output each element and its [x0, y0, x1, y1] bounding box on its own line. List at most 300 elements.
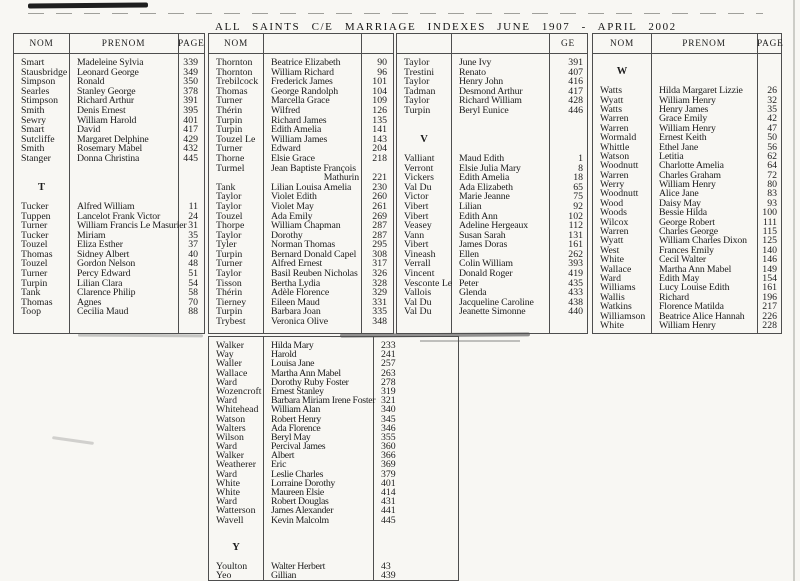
- surname-cell: Turpin: [216, 248, 243, 260]
- index-row: [209, 571, 458, 580]
- forename-cell: Lucy Louise Edith: [659, 282, 730, 294]
- forename-cell: Richard Arthur: [77, 95, 134, 107]
- surname-cell: Touzel: [21, 258, 48, 270]
- column-header: NOM: [609, 38, 635, 49]
- page-number-cell: 104: [372, 85, 387, 97]
- surname-cell: Toop: [21, 306, 41, 318]
- forename-cell: Henry James: [659, 103, 709, 115]
- surname-cell: Smith: [21, 104, 45, 116]
- page-number-cell: 140: [762, 244, 777, 256]
- section-letter-row: [593, 67, 781, 76]
- surname-cell: Turner: [216, 95, 243, 107]
- index-row: [14, 154, 204, 164]
- page-number-cell: 262: [568, 248, 583, 260]
- surname-cell: Watterson: [216, 505, 256, 517]
- surname-cell: Touzel: [21, 239, 48, 251]
- index-table-w-continued-y: [208, 336, 459, 581]
- column-header: PRENOM: [101, 38, 146, 49]
- page-number-cell: 441: [381, 505, 396, 517]
- surname-cell: Warren: [600, 113, 629, 125]
- surname-cell: Watson: [216, 413, 246, 425]
- forename-cell: William Francis Le Masurier: [77, 220, 187, 232]
- forename-cell: Albert: [271, 450, 295, 462]
- page-number-cell: 37: [188, 239, 198, 251]
- surname-cell: Val Du: [404, 306, 432, 318]
- section-letter-row: [397, 135, 587, 145]
- surname-cell: Vesconte Le: [404, 277, 453, 289]
- page-number-cell: 143: [372, 133, 387, 145]
- forename-cell: William Henry: [659, 122, 716, 134]
- forename-cell: Edith Amelia: [459, 172, 510, 184]
- forename-cell: William Harold: [77, 114, 137, 126]
- forename-cell: Leonard George: [77, 66, 139, 78]
- page-number-cell: 328: [372, 277, 387, 289]
- surname-cell: Verrall: [404, 258, 431, 270]
- surname-cell: Trybest: [216, 316, 246, 328]
- surname-cell: Turpin: [216, 114, 243, 126]
- page-number-cell: 149: [762, 263, 777, 275]
- column-header: PAGE: [178, 38, 205, 49]
- forename-cell: Marcella Grace: [271, 95, 330, 107]
- forename-cell: Elsie Grace: [271, 152, 315, 164]
- forename-cell: Martha Ann Mabel: [659, 263, 732, 275]
- page-number-cell: 58: [188, 287, 198, 299]
- page-number-cell: 96: [377, 66, 387, 78]
- surname-cell: Turmel: [216, 162, 245, 174]
- page-number-cell: 217: [762, 301, 777, 313]
- surname-cell: Warren: [600, 169, 629, 181]
- forename-cell: Denis Ernest: [77, 104, 126, 116]
- page-number-cell: 345: [381, 413, 396, 425]
- index-row: [209, 506, 458, 515]
- forename-cell: Charles Graham: [659, 169, 721, 181]
- surname-cell: Turner: [216, 258, 243, 270]
- section-letter: W: [616, 66, 628, 78]
- forename-cell: Alice Jane: [659, 188, 699, 200]
- page-number-cell: 31: [188, 220, 198, 232]
- page-number-cell: 440: [568, 306, 583, 318]
- page-number-cell: 261: [372, 200, 387, 212]
- forename-cell: Maud Edith: [459, 152, 505, 164]
- surname-cell: Wyatt: [600, 235, 624, 247]
- page-number-cell: 260: [372, 191, 387, 203]
- surname-cell: Tadman: [404, 85, 436, 97]
- forename-cell: William Chapman: [271, 220, 341, 232]
- page-number-cell: 50: [767, 132, 777, 144]
- index-row: [593, 321, 781, 330]
- page-number-cell: 308: [372, 248, 387, 260]
- forename-cell: Alfred Ernest: [271, 258, 323, 270]
- forename-cell: Elsie Julia Mary: [459, 162, 521, 174]
- page-number-cell: 102: [568, 210, 583, 222]
- surname-cell: Turpin: [216, 124, 243, 136]
- page-number-cell: 349: [183, 66, 198, 78]
- page-number-cell: 131: [568, 229, 583, 241]
- page-number-cell: 221: [372, 172, 387, 184]
- index-row: [209, 164, 393, 174]
- page-number-cell: 348: [372, 316, 387, 328]
- forename-cell: Beatrice Alice Hannah: [659, 310, 745, 322]
- surname-cell: Walker: [216, 450, 245, 462]
- page-number-cell: 287: [372, 220, 387, 232]
- surname-cell: Warren: [600, 122, 629, 134]
- page-number-cell: 438: [568, 296, 583, 308]
- forename-cell: William Henry: [659, 179, 716, 191]
- page-number-cell: 378: [183, 85, 198, 97]
- page-number-cell: 161: [762, 282, 777, 294]
- page-number-cell: 416: [568, 76, 583, 88]
- surname-cell: Thomas: [21, 296, 53, 308]
- spacer-row: [209, 534, 458, 543]
- page-number-cell: 228: [762, 319, 777, 331]
- column-header: GE: [561, 38, 575, 49]
- page-number-cell: 419: [568, 268, 583, 280]
- surname-cell: Taylor: [216, 229, 242, 241]
- surname-cell: Stanger: [21, 152, 51, 164]
- page-number-cell: 75: [573, 191, 583, 203]
- forename-cell: Violet Edith: [271, 191, 317, 203]
- forename-cell: Ada Emily: [271, 210, 313, 222]
- forename-cell: Ronald: [77, 76, 105, 88]
- surname-cell: Valliant: [404, 152, 435, 164]
- surname-cell: Smart: [21, 57, 45, 68]
- scan-artifact-page-edge: [793, 0, 795, 581]
- surname-cell: Thérin: [216, 104, 243, 116]
- forename-cell: Lilian Clara: [77, 277, 123, 289]
- page-number-cell: 391: [568, 57, 583, 68]
- forename-cell: Basil Reuben Nicholas: [271, 268, 358, 280]
- index-row: [209, 516, 458, 525]
- forename-cell: David: [77, 124, 101, 136]
- index-row: [397, 307, 587, 317]
- surname-cell: Stimpson: [21, 95, 59, 107]
- forename-cell: Donna Christina: [77, 152, 140, 164]
- forename-cell: Bertha Lydia: [271, 277, 321, 289]
- table-header-row: [593, 34, 784, 54]
- page-number-cell: 115: [762, 226, 777, 238]
- page-number-cell: 331: [372, 296, 387, 308]
- forename-cell: Bessie Hilda: [659, 207, 707, 219]
- forename-cell: Henry John: [459, 76, 503, 88]
- forename-cell: Harold: [271, 349, 297, 361]
- surname-cell: Woodnutt: [600, 160, 639, 172]
- page-number-cell: 11: [188, 200, 198, 212]
- surname-cell: Tucker: [21, 229, 49, 241]
- surname-cell: Whitehead: [216, 404, 259, 416]
- page-number-cell: 1: [578, 152, 583, 164]
- forename-cell: Jeanette Simonne: [459, 306, 526, 318]
- page-number-cell: 54: [188, 277, 198, 289]
- forename-cell: Rosemary Mabel: [77, 143, 143, 155]
- forename-cell: Percy Edward: [77, 268, 131, 280]
- surname-cell: Vineash: [404, 248, 436, 260]
- forename-cell: Dorothy: [271, 229, 303, 241]
- page-number-cell: 257: [381, 358, 396, 370]
- page-number-cell: 70: [188, 296, 198, 308]
- page-number-cell: 417: [183, 124, 198, 136]
- page-number-cell: 111: [763, 216, 777, 228]
- page-number-cell: 18: [573, 172, 583, 184]
- index-row: [209, 317, 393, 327]
- forename-cell: Dorothy Ruby Foster: [271, 376, 349, 388]
- forename-cell: Eileen Maud: [271, 296, 320, 308]
- page-number-cell: 295: [372, 239, 387, 251]
- surname-cell: Tierney: [216, 296, 247, 308]
- page-number-cell: 90: [377, 57, 387, 68]
- column-header: [361, 34, 393, 53]
- forename-cell: Ernest Stanley: [271, 385, 324, 397]
- surname-cell: Wallace: [600, 263, 632, 275]
- forename-cell: Alfred William: [77, 200, 135, 212]
- forename-cell: Letitia: [659, 150, 684, 162]
- index-table-t-v: [396, 33, 588, 334]
- page-number-cell: 431: [381, 496, 396, 508]
- forename-cell: Lorraine Dorothy: [271, 477, 336, 489]
- surname-cell: Williamson: [600, 310, 646, 322]
- index-table-w: [592, 33, 782, 334]
- page-number-cell: 43: [381, 560, 391, 572]
- forename-cell: Hilda Margaret Lizzie: [659, 85, 743, 97]
- page-number-cell: 346: [381, 422, 396, 434]
- surname-cell: Tucker: [21, 200, 49, 212]
- page-number-cell: 445: [381, 514, 396, 526]
- forename-cell: William Henry: [659, 319, 716, 331]
- forename-cell: Barbara Joan: [271, 306, 321, 318]
- surname-cell: Thérin: [216, 287, 243, 299]
- surname-cell: Touzel: [216, 210, 243, 222]
- page-number-cell: 417: [568, 85, 583, 97]
- page-number-cell: 391: [183, 95, 198, 107]
- forename-cell: William Alan: [271, 404, 321, 416]
- index-row: [209, 350, 458, 359]
- column-header: [451, 34, 549, 53]
- surname-cell: Searles: [21, 85, 50, 97]
- surname-cell: Touzel Le: [216, 133, 256, 145]
- forename-cell: Gordon Nelson: [77, 258, 136, 270]
- page-number-cell: 56: [767, 141, 777, 153]
- surname-cell: Thomas: [21, 248, 53, 260]
- page-number-cell: 433: [568, 287, 583, 299]
- forename-cell: Frances Emily: [659, 244, 714, 256]
- page-number-cell: 112: [568, 220, 583, 232]
- page-number-cell: 196: [762, 291, 777, 303]
- forename-cell: Lancelot Frank Victor: [77, 210, 161, 222]
- page-number-cell: 379: [381, 468, 396, 480]
- column-header: NOM: [223, 38, 249, 49]
- page-number-cell: 92: [573, 200, 583, 212]
- spacer-row: [209, 525, 458, 534]
- surname-cell: Wood: [600, 197, 624, 209]
- forename-cell: Edith May: [659, 272, 700, 284]
- index-row: [209, 488, 458, 497]
- page-number-cell: 93: [767, 197, 777, 209]
- surname-cell: Whittle: [600, 141, 630, 153]
- surname-cell: Walters: [216, 422, 246, 434]
- index-row: [209, 433, 458, 442]
- surname-cell: Tisson: [216, 277, 242, 289]
- surname-cell: Trestini: [404, 66, 435, 78]
- page-number-cell: 32: [767, 94, 777, 106]
- forename-cell: Maureen Elsie: [271, 487, 324, 498]
- surname-cell: Thorne: [216, 152, 245, 164]
- forename-cell: Madeleine Sylvia: [77, 57, 144, 68]
- index-row: [14, 307, 204, 317]
- surname-cell: Woods: [600, 207, 627, 219]
- forename-cell: Susan Sarah: [459, 229, 506, 241]
- surname-cell: Warren: [600, 226, 629, 238]
- forename-cell: Renato: [459, 66, 486, 78]
- surname-cell: Woodnutt: [600, 188, 639, 200]
- forename-cell: Robert Henry: [271, 413, 321, 425]
- forename-cell: June Ivy: [459, 57, 492, 68]
- page-number-cell: 48: [188, 258, 198, 270]
- surname-cell: Taylor: [404, 57, 430, 68]
- surname-cell: Val Du: [404, 181, 432, 193]
- forename-cell: Agnes: [77, 296, 102, 308]
- forename-cell: William Charles Dixon: [659, 235, 747, 247]
- surname-cell: Youlton: [216, 560, 248, 572]
- surname-cell: Werry: [600, 179, 625, 191]
- section-letter: V: [420, 133, 428, 145]
- page-number-cell: 446: [568, 104, 583, 116]
- scan-artifact-top-line: [28, 13, 763, 14]
- surname-cell: Tuppen: [21, 210, 51, 222]
- page-number-cell: 326: [372, 268, 387, 280]
- surname-cell: Turner: [216, 143, 243, 155]
- forename-cell: Ernest Keith: [659, 132, 707, 144]
- surname-cell: White: [216, 477, 240, 489]
- surname-cell: Ward: [600, 272, 621, 284]
- page-number-cell: 141: [372, 124, 387, 136]
- surname-cell: Sutcliffe: [21, 133, 55, 145]
- page-number-cell: 369: [381, 459, 396, 471]
- page-number-cell: 445: [183, 152, 198, 164]
- page-number-cell: 335: [372, 306, 387, 318]
- forename-cell: Wilfred: [271, 104, 301, 116]
- page-number-cell: 401: [381, 477, 396, 489]
- surname-cell: Victor: [404, 191, 429, 203]
- forename-cell: Charlotte Amelia: [659, 160, 724, 172]
- forename-cell: Edith Ann: [459, 210, 498, 222]
- page-number-cell: 407: [568, 66, 583, 78]
- surname-cell: White: [216, 487, 240, 498]
- surname-cell: Taylor: [404, 76, 430, 88]
- surname-cell: Stausbridge: [21, 66, 68, 78]
- forename-cell: Richard James: [271, 114, 327, 126]
- surname-cell: White: [600, 319, 624, 331]
- table-body: [397, 58, 587, 317]
- page-number-cell: 35: [188, 229, 198, 241]
- table-body: [209, 58, 393, 327]
- surname-cell: Trebilcock: [216, 76, 259, 88]
- surname-cell: Smith: [21, 143, 45, 155]
- column-header: [397, 34, 451, 53]
- table-header-row: [397, 34, 587, 54]
- index-row: [209, 415, 458, 424]
- page-number-cell: 393: [568, 258, 583, 270]
- forename-cell: Ethel Jane: [659, 141, 699, 153]
- page-number-cell: 428: [568, 95, 583, 107]
- surname-cell: Vickers: [404, 172, 434, 184]
- surname-cell: Watson: [600, 150, 630, 162]
- forename-cell: Beatrice Elizabeth: [271, 57, 341, 68]
- forename-cell: Jacqueline Caroline: [459, 296, 534, 308]
- forename-cell: Ada Florence: [271, 422, 321, 434]
- index-row: [209, 442, 458, 451]
- forename-cell: Cecil Walter: [659, 254, 707, 266]
- surname-cell: Tyler: [216, 239, 237, 251]
- surname-cell: Turner: [21, 220, 48, 232]
- forename-cell: Hilda Mary: [271, 340, 314, 351]
- surname-cell: White: [600, 254, 624, 266]
- surname-cell: Turner: [21, 268, 48, 280]
- index-row: [209, 460, 458, 469]
- forename-cell: Edith Amelia: [271, 124, 322, 136]
- surname-cell: Wilcox: [600, 216, 629, 228]
- scan-artifact-top-bar: [28, 2, 148, 8]
- page-number-cell: 360: [381, 441, 396, 453]
- surname-cell: Wormald: [600, 132, 637, 144]
- surname-cell: Taylor: [216, 200, 242, 212]
- surname-cell: Wallis: [600, 291, 625, 303]
- page-number-cell: 62: [767, 150, 777, 162]
- forename-cell: James Doras: [459, 239, 508, 251]
- forename-cell: Ada Elizabeth: [459, 181, 513, 193]
- surname-cell: Waller: [216, 358, 242, 370]
- page-number-cell: 80: [767, 179, 777, 191]
- page-number-cell: 366: [381, 450, 396, 462]
- page-number-cell: 401: [183, 114, 198, 126]
- surname-cell: West: [600, 244, 620, 256]
- page-number-cell: 218: [372, 152, 387, 164]
- page-number-cell: 414: [381, 487, 396, 498]
- page-number-cell: 83: [767, 188, 777, 200]
- forename-cell: Jean Baptiste François: [271, 162, 356, 174]
- column-header: [263, 34, 361, 53]
- page-number-cell: 65: [573, 181, 583, 193]
- spacer-row: [397, 116, 587, 126]
- index-table-s-t: [13, 33, 205, 334]
- forename-cell: William James: [271, 133, 328, 145]
- surname-cell: Vallois: [404, 287, 432, 299]
- forename-cell: Peter: [459, 277, 479, 289]
- forename-cell: Ellen: [459, 248, 479, 260]
- surname-cell: Vincent: [404, 268, 435, 280]
- surname-cell: Wilson: [216, 431, 244, 443]
- surname-cell: Turpin: [404, 104, 431, 116]
- forename-cell: Eliza Esther: [77, 239, 123, 251]
- section-letter-row: [209, 543, 458, 552]
- surname-cell: Taylor: [216, 191, 242, 203]
- page-number-cell: 226: [762, 310, 777, 322]
- page-number-cell: 355: [381, 431, 396, 443]
- surname-cell: Ward: [216, 395, 237, 407]
- surname-cell: Thornton: [216, 66, 253, 78]
- forename-cell: Edward: [271, 143, 301, 155]
- page-number-cell: 100: [762, 207, 777, 219]
- surname-cell: Williams: [600, 282, 636, 294]
- page-number-cell: 47: [767, 122, 777, 134]
- surname-cell: Taylor: [216, 268, 242, 280]
- forename-cell: Walter Herbert: [271, 560, 326, 572]
- page-number-cell: 88: [188, 306, 198, 318]
- index-row: [209, 479, 458, 488]
- surname-cell: Veasey: [404, 220, 432, 232]
- page-number-cell: 269: [372, 210, 387, 222]
- forename-cell: Lilian: [459, 200, 482, 212]
- table-body: [209, 341, 458, 580]
- surname-cell: Sewry: [21, 114, 47, 126]
